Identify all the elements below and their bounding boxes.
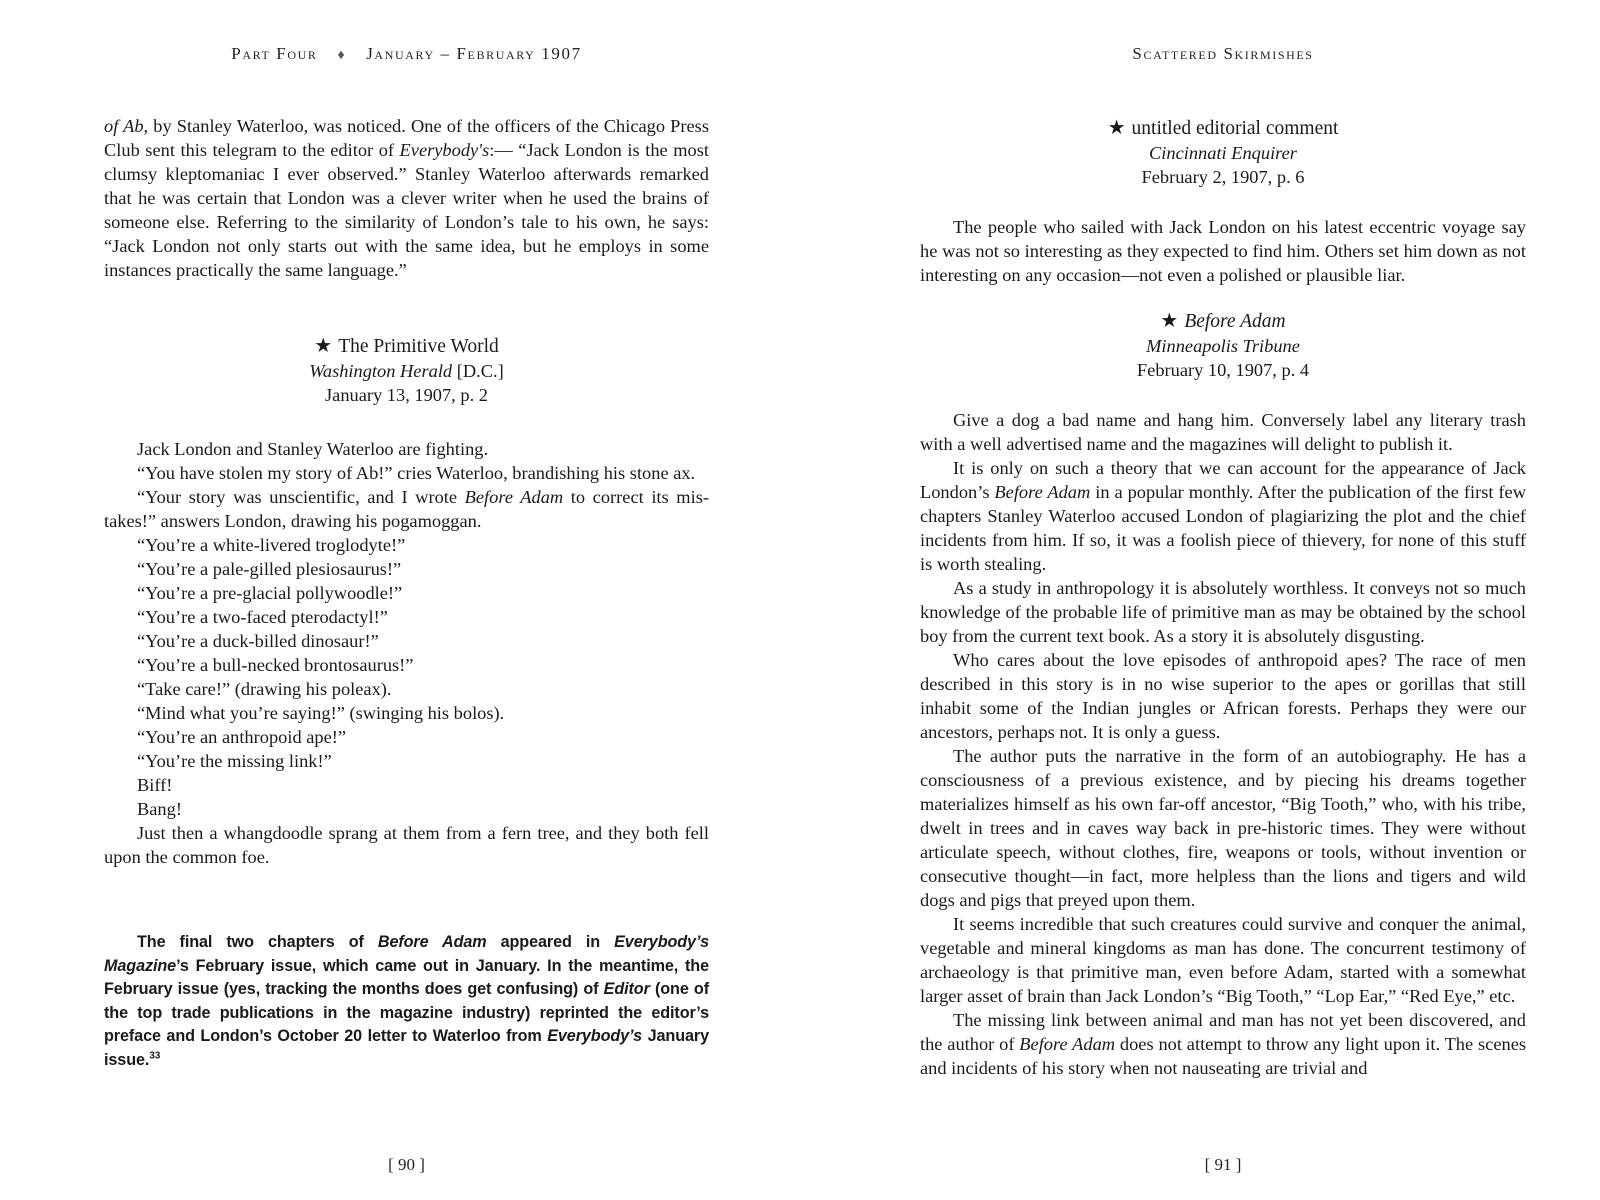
dialog-line: “You’re a pale-gilled plesiosaurus!” <box>137 559 402 579</box>
dialog-line: Bang! <box>137 799 182 819</box>
dialog-line: “You’re a two-faced pterodactyl!” <box>137 607 388 627</box>
page-number-right: [ 91 ] <box>1204 1155 1242 1174</box>
right-page-content <box>920 116 1526 1080</box>
left-page-content <box>104 114 709 1072</box>
dialog-line: “Take care!” (drawing his poleax). <box>137 679 392 699</box>
paragraph: Give a dog a bad name and hang him. Conversely label any literary trash with a well advertised name and the magazines will delight to publish it. <box>920 410 1526 454</box>
dialog-line: “You’re a bull-necked brontosaurus!” <box>137 655 414 675</box>
entry-source: Minneapolis Tribune <box>1146 336 1300 356</box>
running-head-part: Part Four <box>231 44 318 63</box>
running-head-right: Scattered Skirmishes <box>1132 44 1314 63</box>
entry-date: January 13, 1907, p. 2 <box>325 385 488 405</box>
footnote-marker[interactable]: 33 <box>149 1050 161 1062</box>
dialog-line: “You’re an anthropoid ape!” <box>137 727 347 747</box>
page-number-left: [ 90 ] <box>388 1155 425 1174</box>
entry-title: ★ Before Adam <box>1160 310 1286 332</box>
star-icon: ★ <box>1107 117 1126 139</box>
paragraph: It is only on such a theory that we can account for the appearance of Jack London’s Before Adam in a popular monthly. After the publication of the first few chapters Stanley Waterloo accused London of plagiarizing the plot and the chief incidents from him. If so, it was a foolish piece of thievery, for none of this stuff is worth stealing. <box>920 458 1526 574</box>
dialog-line: “Your story was unscientific, and I wrote Before Adam to correct its mistakes!” answers London, drawing his pogamoggan. <box>104 487 709 531</box>
editor-note: The final two chapters of Before Adam appeared in Everybody’s Magazine’s February issue, which came out in January. In the meantime, the February issue (yes, tracking the months does get confusing) of Editor (one of the top trade publications in the magazine industry) reprinted the editor’s preface and London’s October 20 letter to Waterloo from Everybody’s January issue.$^{33}$ <box>104 933 709 1069</box>
star-icon: ★ <box>314 335 333 357</box>
entry-source: Washington Herald [D.C.] <box>309 361 504 381</box>
entry-date: February 10, 1907, p. 4 <box>1136 360 1310 380</box>
left-page <box>104 0 709 1200</box>
paragraph: The missing link between animal and man has not yet been discovered, and the author of Before Adam does not attempt to throw any light upon it. The scenes and incidents of his story when not nauseating are trivial and <box>920 1010 1527 1078</box>
paragraph: Who cares about the love episodes of anthropoid apes? The race of men described in this story is in no wise superior to the apes or gorillas that still inhabit some of the Indian jungles or African forests. Perhaps they were our ancestors, perhaps not. It is only a guess. <box>920 650 1526 742</box>
star-icon: ★ <box>1160 310 1179 332</box>
paragraph: The author puts the narrative in the form of an autobiography. He has a consciousness of a previous existence, and by piecing his dreams together materializes himself as his own far-off ancestor, “Big Tooth,” who, with his tribe, dwelt in trees and in caves way back in pre-historic times. They were without articulate speech, without clothes, fire, weapons or tools, without invention or consecutive thought—in fact, more helpless than the lions and tigers and wild dogs and pigs that preyed upon them. <box>920 746 1526 910</box>
dialog-line: Biff! <box>137 775 173 795</box>
entry-heading-editorial <box>920 116 1526 189</box>
dialog-line: “You’re a white-livered troglodyte!” <box>137 535 406 555</box>
entry-date: February 2, 1907, p. 6 <box>1141 167 1305 187</box>
entry-title: ★ untitled editorial comment <box>1107 117 1339 139</box>
dialog-line: Just then a whangdoodle sprang at them from a fern tree, and they both fell upon the common foe. <box>104 823 709 867</box>
entry-heading-primitive-world <box>104 334 709 407</box>
dialog-block <box>104 437 709 869</box>
entry-title: ★ The Primitive World <box>314 335 499 357</box>
dialog-line: “You’re a pre-glacial pollywoodle!” <box>137 583 403 603</box>
running-head-dates: January – February 1907 <box>366 44 582 63</box>
right-page <box>920 0 1526 1200</box>
entry-source: Cincinnati Enquirer <box>1149 143 1297 163</box>
running-head-left <box>104 44 709 64</box>
continued-paragraph: of Ab, by Stanley Waterloo, was noticed. One of the officers of the Chicago Press Club sent this telegram to the editor of Everybody's:— “Jack London is the most clumsy kleptomaniac I ever observed.” Stanley Waterloo afterwards remarked that he was certain that London was a clever writer when he used the brains of someone else. Referring to the similarity of London’s tale to his own, he says: “Jack London not only starts out with the same idea, but he employs in some instances practically the same language.” <box>104 116 709 280</box>
dialog-line: “You’re a duck-billed dinosaur!” <box>137 631 379 651</box>
dialog-line: “You’re the missing link!” <box>137 751 332 771</box>
dialog-line: Jack London and Stanley Waterloo are fighting. <box>137 439 489 459</box>
dialog-line: “You have stolen my story of Ab!” cries Waterloo, brandishing his stone ax. <box>137 463 696 483</box>
paragraph: The people who sailed with Jack London on his latest eccentric voyage say he was not so interesting as they expected to find him. Others set him down as not interesting on any occasion—not even a polished or plausible liar. <box>920 217 1526 285</box>
paragraph: It seems incredible that such creatures could survive and conquer the animal, vegetable and mineral kingdoms as man has done. The concurrent testimony of archaeology is that primitive man, even before Adam, started with a somewhat larger asset of brain than Jack London’s “Big Tooth,” “Lop Ear,” “Red Eye,” etc. <box>920 914 1526 1006</box>
diamond-ornament-icon: ♦ <box>337 48 347 63</box>
entry-heading-before-adam <box>920 309 1526 382</box>
paragraph: As a study in anthropology it is absolutely worthless. It conveys not so much knowledge of the probable life of primitive man as may be obtained by the school boy from the current text book. As a story it is absolutely disgusting. <box>920 578 1526 646</box>
dialog-line: “Mind what you’re saying!” (swinging his bolos). <box>137 703 505 723</box>
